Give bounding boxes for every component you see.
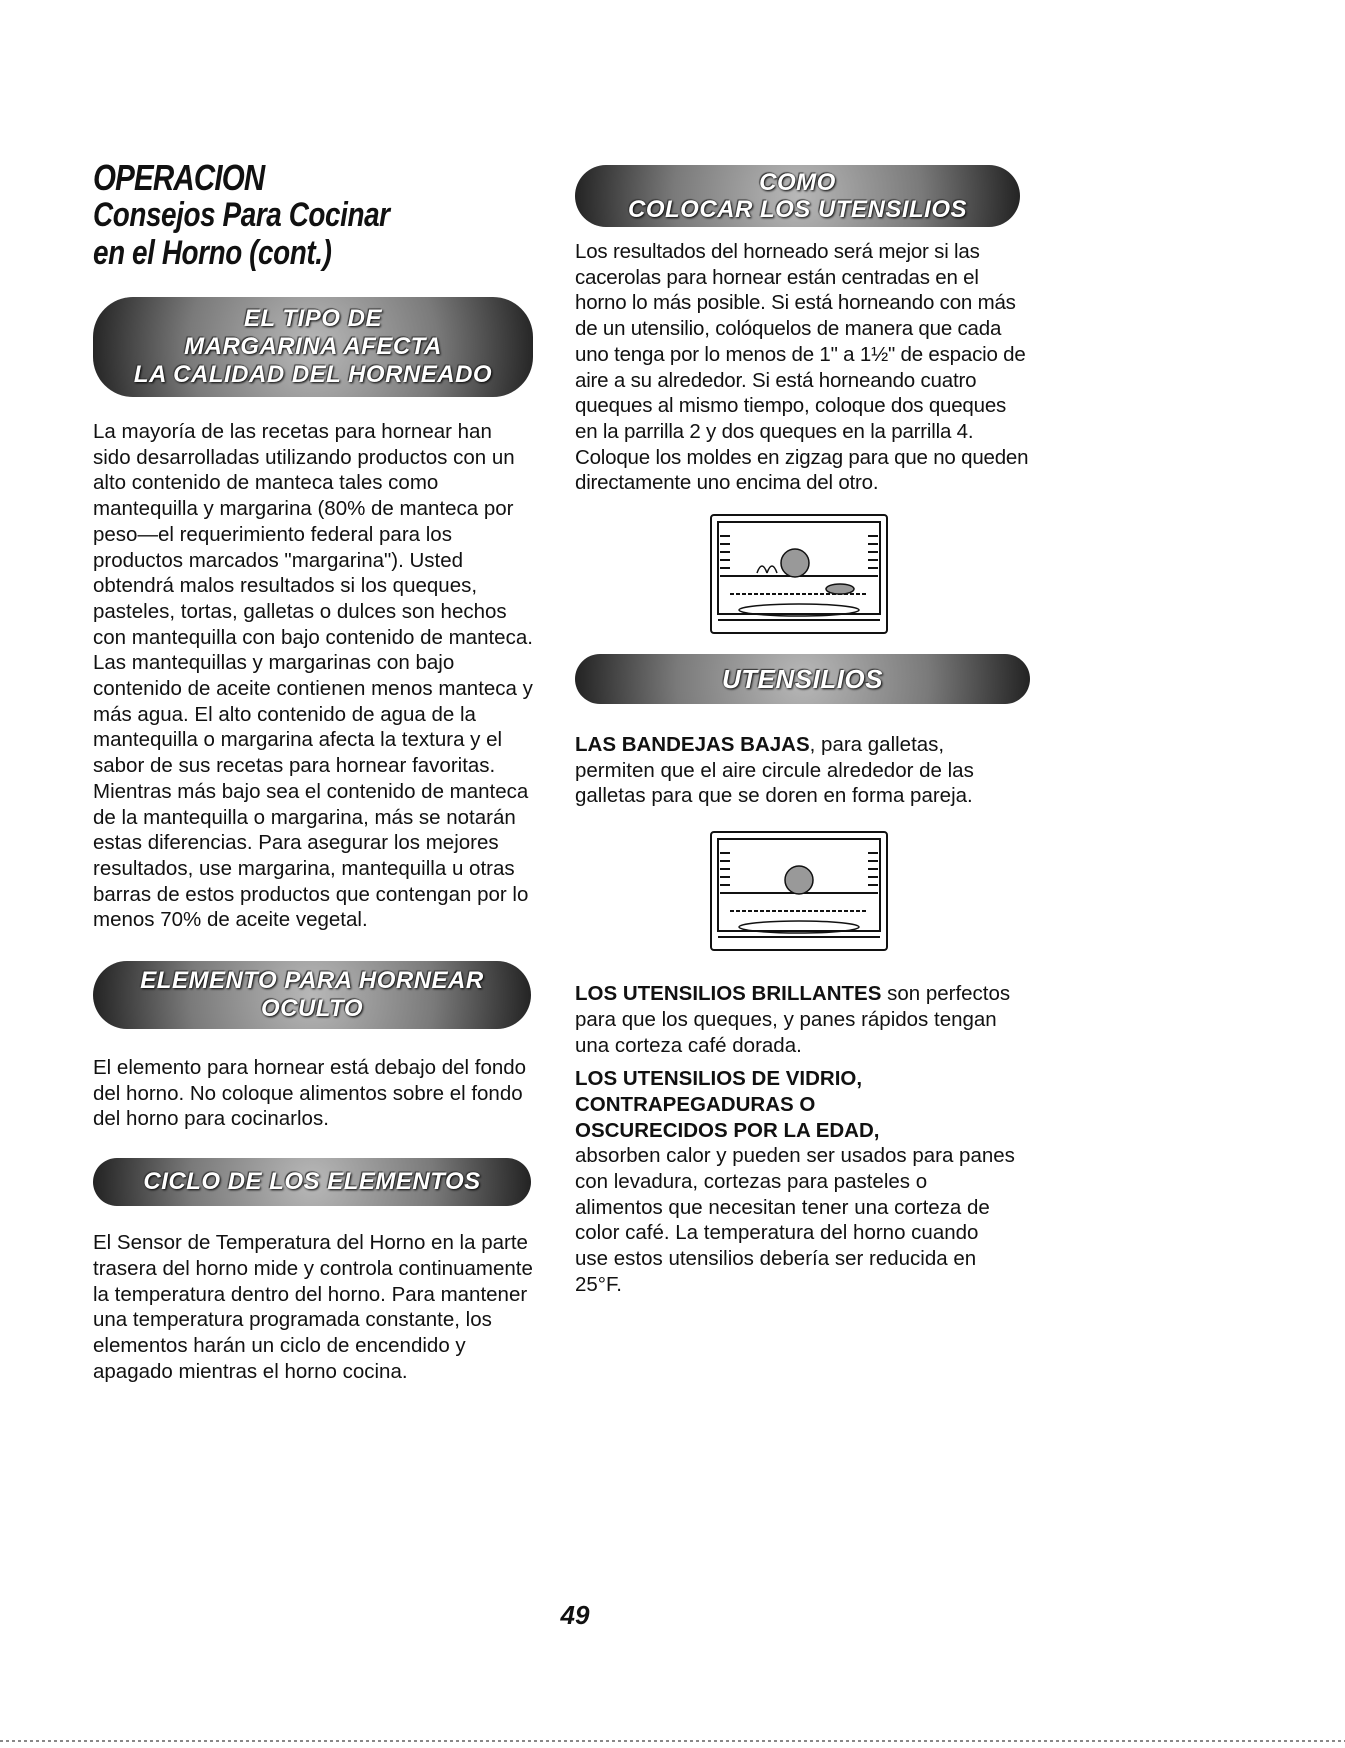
bandejas-bold: LAS BANDEJAS BAJAS — [575, 733, 810, 757]
oven-two-racks-icon — [712, 516, 886, 632]
banner-margarina-line1: EL TIPO DE — [244, 305, 382, 332]
banner-colocar-utensilios — [575, 165, 1020, 227]
banner-margarina-line2: MARGARINA AFECTA — [184, 333, 442, 360]
banner-ciclo-line1: CICLO DE LOS ELEMENTOS — [143, 1168, 481, 1196]
brillantes-text: son perfectos para que los queques, y panes rápidos tengan una corteza café dorada. — [575, 982, 1011, 1057]
banner-ciclo-elementos — [93, 1158, 531, 1206]
colocar-paragraph: Los resultados del horneado será mejor si las cacerolas para hornear están centradas en el horno lo más posible. Si está horneando con más de un utensilio, colóquelos de manera que cada uno tenga por lo menos de 1" a 1½" de espacio de aire a su alrededor. Si está horneando cuatro queques al mismo tiempo, coloque dos queques en la parrilla 2 y dos queques en la parrilla 4. Coloque los moldes en zigzag para que no queden directamente uno encima del otro. — [575, 240, 1029, 495]
bandejas-paragraph — [575, 732, 1015, 809]
bandejas-text: , para galletas, permiten que el aire circule alrededor de las galletas para que se doren en forma pareja. — [575, 733, 974, 808]
page-title: OPERACION — [93, 157, 265, 198]
right-column — [575, 165, 1035, 1298]
margarina-paragraph: La mayoría de las recetas para hornear han sido desarrolladas utilizando productos con un alto contenido de manteca tales como mantequilla y margarina (80% de manteca por peso—el requerimiento federal para los productos marcados "margarina"). Usted obtendrá malos resultados si los queques, pasteles, tortas, galletas o dulces son hechos con mantequilla con bajo contenido de manteca. Las mantequillas y margarinas con bajo contenido de aceite contienen menos manteca y más agua. El alto contenido de agua de la mantequilla o margarina afecta la textura y el sabor de sus recetas para hornear favoritas. Mientras más bajo sea el contenido de manteca de la mantequilla o margarina, más se notarán estas diferencias. Para asegurar los mejores resultados, use margarina, mantequilla u otras barras de estos productos que contengan por lo menos 70% de aceite vegetal. — [93, 420, 533, 932]
banner-colocar-line1: COMO — [759, 169, 836, 196]
banner-elemento-line1: ELEMENTO PARA HORNEAR — [140, 967, 484, 995]
banner-elemento-oculto — [93, 961, 531, 1029]
banner-margarina — [93, 297, 533, 397]
banner-colocar-line2: COLOCAR LOS UTENSILIOS — [627, 196, 967, 223]
brillantes-paragraph — [575, 981, 1015, 1058]
bottom-rule — [0, 1740, 1345, 1742]
oven-illustration-one-rack — [710, 831, 888, 951]
brillantes-bold: LOS UTENSILIOS BRILLANTES — [575, 982, 882, 1006]
vidrio-heading: LOS UTENSILIOS DE VIDRIO, CONTRAPEGADURAS O OSCURECIDOS POR LA EDAD, — [575, 1067, 880, 1142]
vidrio-paragraph: absorben calor y pueden ser usados para panes con levadura, cortezas para pasteles o alimentos que necesitan tener una corteza de color café. La temperatura del horno cuando use estos utensilios debería ser reducida en 25°F. — [575, 1144, 1015, 1296]
oven-one-rack-icon — [712, 833, 886, 949]
oven-illustration-two-racks — [710, 514, 888, 634]
page-subtitle-line1: Consejos Para Cocinar — [93, 196, 390, 234]
page-number: 49 — [560, 1600, 590, 1630]
banner-elemento-line2: OCULTO — [260, 995, 364, 1023]
left-column — [93, 157, 533, 1384]
banner-margarina-line3: LA CALIDAD DEL HORNEADO — [133, 361, 493, 388]
elemento-paragraph: El elemento para hornear está debajo del fondo del horno. No coloque alimentos sobre el fondo del horno para cocinarlos. — [93, 1056, 527, 1131]
banner-utensilios — [575, 654, 1030, 704]
banner-utensilios-line1: UTENSILIOS — [721, 663, 883, 694]
ciclo-paragraph: El Sensor de Temperatura del Horno en la parte trasera del horno mide y controla continuamente la temperatura dentro del horno. Para mantener una temperatura programada constante, los elementos harán un ciclo de encendido y apagado mientras el horno cocina. — [93, 1231, 533, 1383]
page-subtitle-line2: en el Horno (cont.) — [93, 234, 332, 272]
